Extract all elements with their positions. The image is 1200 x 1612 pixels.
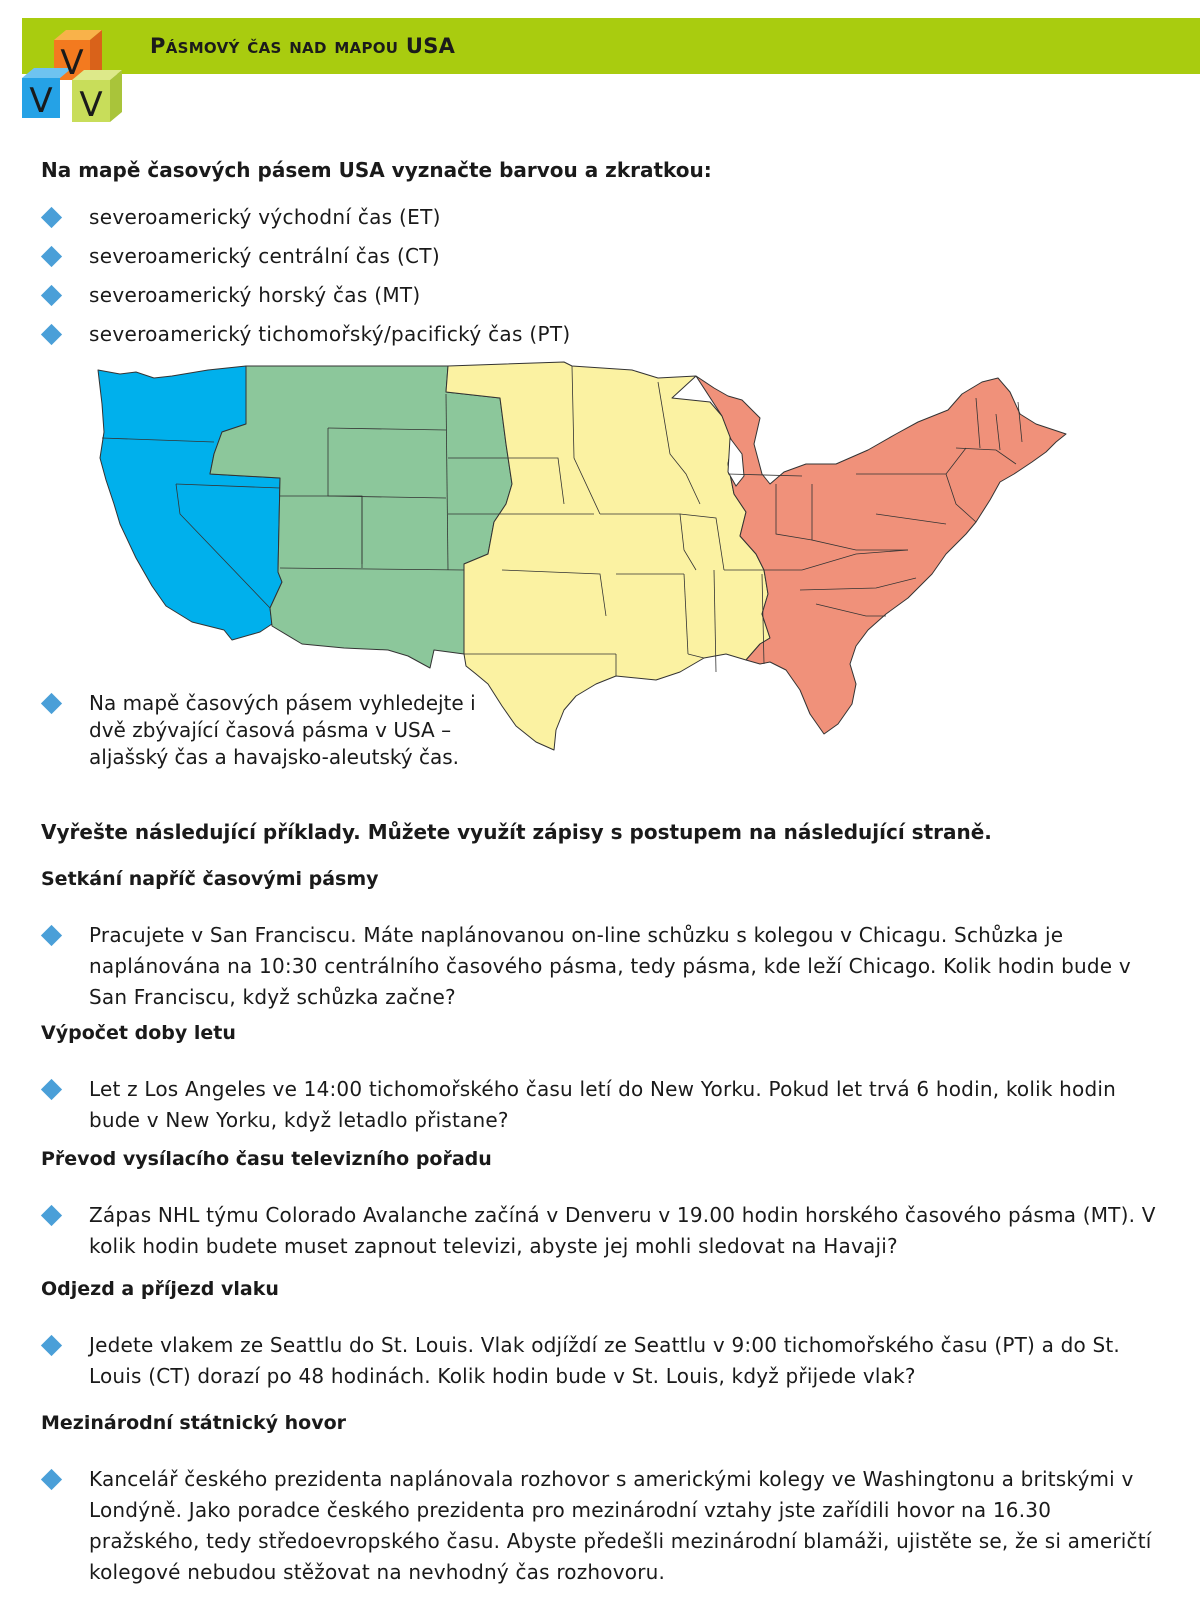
section-title: Mezinárodní státnický hovor bbox=[41, 1412, 347, 1434]
page-title: Pásmový čas nad mapou USA bbox=[150, 34, 456, 58]
section-train bbox=[41, 1276, 1161, 1392]
section-title: Setkání napříč časovými pásmy bbox=[41, 868, 379, 890]
section-title: Výpočet doby letu bbox=[41, 1022, 236, 1044]
list-item bbox=[38, 237, 570, 276]
solve-heading: Vyřešte následující příklady. Můžete využít zápisy s postupem na následující straně. bbox=[41, 820, 992, 844]
diamond-bullet-icon bbox=[41, 1079, 62, 1100]
task-label: Pracujete v San Franciscu. Máte naplánovanou on-line schůzku s kolegou v Chicagu. Schůzka je naplánována na 10:30 centrálního časového pásma, tedy pásma, kde leží Chicago. Kolik hodin bude v San Franciscu, když schůzka začne? bbox=[89, 923, 1131, 1009]
logo-letter-right: V bbox=[79, 85, 103, 125]
task-label: Let z Los Angeles ve 14:00 tichomořského času letí do New Yorku. Pokud let trvá 6 hodin, kolik hodin bude v New Yorku, když letadlo přistane? bbox=[89, 1077, 1117, 1132]
list-item bbox=[38, 315, 570, 354]
logo-letter-left: V bbox=[29, 81, 53, 121]
logo bbox=[18, 26, 130, 126]
diamond-bullet-icon bbox=[41, 1205, 62, 1226]
section-title: Odjezd a příjezd vlaku bbox=[41, 1278, 279, 1300]
section-meeting bbox=[41, 866, 1161, 1013]
diamond-bullet-icon bbox=[41, 1335, 62, 1356]
section-call bbox=[41, 1410, 1161, 1588]
task-text bbox=[41, 1464, 1161, 1588]
section-tv bbox=[41, 1146, 1161, 1262]
list-item-label: severoamerický horský čas (MT) bbox=[89, 283, 421, 307]
list-item bbox=[38, 276, 570, 315]
section-title: Převod vysílacího času televizního pořadu bbox=[41, 1148, 492, 1170]
diamond-bullet-icon bbox=[41, 207, 62, 228]
task-label: Zápas NHL týmu Colorado Avalanche začíná v Denveru v 19.00 hodin horského časového pásma (MT). V kolik hodin budete muset zapnout televizi, abyste jej mohli sledovat na Havaji? bbox=[89, 1203, 1156, 1258]
task-text bbox=[41, 1200, 1161, 1262]
task-label: Kancelář českého prezidenta naplánovala rozhovor s americkými kolegy ve Washingtonu a britskými v Londýně. Jako poradce českého prezidenta pro mezinárodní vztahy jste zařídili hovor na 16.30 pražského, tedy středoevropského času. Abyste předešli mezinárodní blamáži, ujistěte se, že si američtí kolegové nebudou stěžovat na nevhodný čas rozhovoru. bbox=[89, 1467, 1152, 1584]
zone-list bbox=[38, 198, 570, 354]
diamond-bullet-icon bbox=[41, 246, 62, 267]
note-label: Na mapě časových pásem vyhledejte i dvě zbývající časová pásma v USA – aljašský čas a havajsko-aleutský čas. bbox=[89, 691, 476, 769]
list-item bbox=[38, 198, 570, 237]
task-text bbox=[41, 920, 1161, 1013]
diamond-bullet-icon bbox=[41, 285, 62, 306]
intro-heading: Na mapě časových pásem USA vyznačte barvou a zkratkou: bbox=[41, 158, 712, 182]
logo-letter-top: V bbox=[60, 43, 84, 83]
task-text bbox=[41, 1330, 1161, 1392]
diamond-bullet-icon bbox=[41, 693, 62, 714]
section-flight bbox=[41, 1020, 1161, 1136]
diamond-bullet-icon bbox=[41, 1469, 62, 1490]
list-item-label: severoamerický východní čas (ET) bbox=[89, 205, 441, 229]
header-bar bbox=[22, 18, 1200, 74]
diamond-bullet-icon bbox=[41, 324, 62, 345]
list-item-label: severoamerický centrální čas (CT) bbox=[89, 244, 440, 268]
task-text bbox=[41, 1074, 1161, 1136]
diamond-bullet-icon bbox=[41, 925, 62, 946]
task-label: Jedete vlakem ze Seattlu do St. Louis. Vlak odjíždí ze Seattlu v 9:00 tichomořského času (PT) a do St. Louis (CT) dorazí po 48 hodinách. Kolik hodin bude v St. Louis, když přijede vlak? bbox=[89, 1333, 1120, 1388]
list-item-label: severoamerický tichomořský/pacifický čas (PT) bbox=[89, 322, 571, 346]
note-text bbox=[38, 690, 509, 771]
